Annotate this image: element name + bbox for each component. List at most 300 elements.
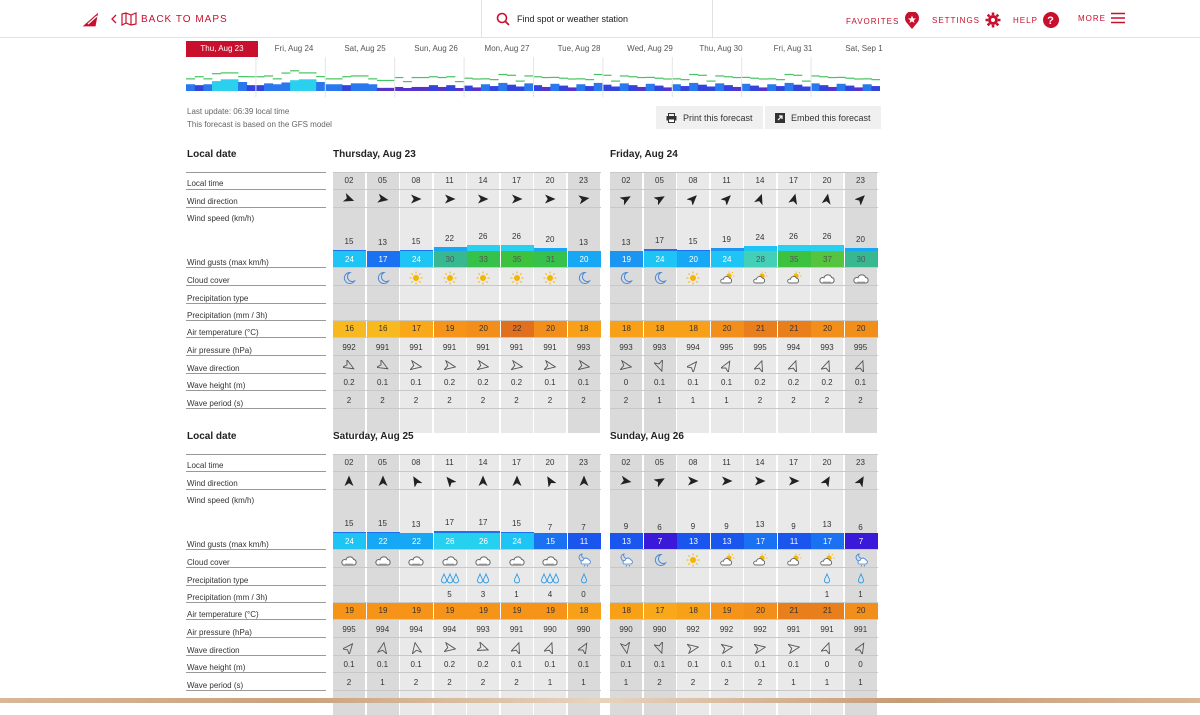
wind-gust-cell: 7 [644,533,677,550]
overview-gust-line [316,76,325,77]
overview-bar [420,87,429,91]
row-divider [186,408,326,409]
day-separator [255,57,256,97]
day-tab[interactable]: Sat, Sep 1 [845,44,883,53]
overview-gust-line [837,77,846,78]
air-pressure-cell: 991 [853,625,868,634]
wind-direction-cell [778,475,810,487]
wind-arrow-icon [754,193,766,205]
overview-gust-line [203,78,212,79]
overview-gust-line [715,75,724,76]
overview-bar [542,87,551,91]
overview-bar [316,82,325,91]
air-temperature-cell: 22 [501,321,534,337]
wave-direction-cell [610,360,642,372]
time-cell: 05 [655,176,664,185]
wave-direction-cell [845,360,877,372]
wind-gust-cell: 31 [534,251,567,268]
overview-gust-line [785,74,794,75]
cloud-cover-cell [711,271,743,285]
overview-gust-line [299,72,308,73]
embed-label: Embed this forecast [791,112,871,123]
wind-speed-value: 13 [579,238,588,247]
wind-arrow-icon [620,193,632,205]
overview-gust-line [802,81,811,82]
wave-direction-cell [568,642,600,654]
wave-arrow-icon [377,360,389,372]
overview-gust-line [750,78,759,79]
cloud-icon [442,553,458,567]
row-divider [186,619,326,620]
time-cell: 05 [655,458,664,467]
air-temperature-cell: 17 [400,321,433,337]
day-tab[interactable]: Tue, Aug 28 [557,44,601,53]
wave-direction-cell [501,642,533,654]
overview-bar [368,84,377,91]
overview-gust-line [767,78,776,79]
day-tab[interactable]: Thu, Aug 30 [699,44,743,53]
day-tab[interactable]: Sun, Aug 26 [414,44,458,53]
row-divider [186,655,326,656]
row-divider [610,672,878,673]
wave-height-cell: 0.1 [720,660,733,669]
air-temperature-cell: 18 [677,603,710,619]
partly-cloudy-icon [786,271,802,285]
wave-height-cell: 0.1 [787,660,800,669]
wind-arrow-icon [578,193,590,205]
cloud-icon [819,271,835,285]
more-button[interactable] [1078,12,1125,24]
hamburger-menu-icon [1111,12,1125,24]
cloud-cover-cell [644,271,676,285]
overview-gust-line [247,76,256,77]
overview-bar [594,83,603,91]
wave-height-cell: 0.2 [510,378,523,387]
wind-gust-cell: 24 [333,251,366,268]
overview-bar [707,87,716,92]
overview-bar [342,85,351,91]
wind-speed-value: 20 [545,235,555,244]
row-divider [333,454,601,455]
row-divider [333,602,601,603]
day-separator [325,57,326,97]
wave-direction-cell [367,360,399,372]
overview-bar [559,86,568,91]
wave-arrow-icon [754,642,766,654]
wind-speed-value: 13 [755,520,765,529]
overview-gust-line [455,81,464,82]
wind-direction-cell [467,193,499,205]
cloud-cover-cell [333,271,365,285]
wave-direction-cell [778,360,810,372]
air-temperature-cell: 20 [534,321,567,337]
wave-direction-cell [811,360,843,372]
overview-gust-line [212,73,221,74]
time-cell: 02 [344,176,354,185]
overview-gust-line [273,78,282,79]
day-tab[interactable]: Sat, Aug 25 [344,44,386,53]
time-cell: 17 [789,176,798,185]
overview-bar [290,80,299,91]
overview-bar [351,83,360,91]
overview-bar [854,87,863,91]
cloud-cover-cell [568,553,600,567]
wind-arrow-icon [855,475,867,487]
wave-period-cell: 2 [581,396,586,405]
air-temperature-cell: 18 [610,321,643,337]
wind-gust-cell: 15 [534,533,567,550]
overview-gust-line [394,77,403,78]
wave-arrow-icon [343,360,355,372]
time-cell: 20 [545,458,555,467]
air-temperature-cell: 16 [367,321,400,337]
wind-direction-cell [811,193,843,205]
cloud-icon [509,553,525,567]
overview-bar [498,83,507,91]
overview-gust-line [759,78,768,79]
embed-icon [775,113,785,123]
overview-bar [403,88,412,91]
overview-gust-line [533,76,542,77]
day-tab[interactable]: Fri, Aug 24 [274,44,314,53]
air-temperature-cell: 19 [400,603,433,619]
air-temperature-cell: 21 [778,603,811,619]
wave-arrow-icon [687,642,699,654]
wave-height-cell: 0.2 [443,378,456,387]
air-temperature-cell: 19 [711,603,744,619]
wave-height-cell: 0.2 [787,378,800,387]
night-cloud-rain-icon [576,553,592,567]
wave-height-cell: 0.1 [544,660,556,669]
overview-bar [620,83,629,91]
wind-direction-cell [811,475,843,487]
time-cell: 11 [722,176,731,185]
wave-direction-cell [644,360,676,372]
wind-arrow-icon [511,475,523,487]
wind-speed-value: 9 [791,522,796,531]
wave-arrow-icon [377,642,389,654]
overview-bar [464,86,473,91]
overview-gust-line [663,78,672,79]
air-pressure-cell: 991 [476,343,490,352]
wind-gust-cell: 30 [845,251,878,268]
air-pressure-cell: 995 [753,343,767,352]
overview-gust-line [594,74,603,75]
overview-bar [715,83,724,91]
overview-bar [186,84,195,91]
air-temperature-cell: 18 [677,321,710,337]
precipitation-cell: 5 [447,590,452,599]
row-divider [333,690,601,691]
cloud-icon [853,271,869,285]
air-temperature-cell: 19 [434,321,467,337]
cloud-cover-cell [677,271,709,285]
wave-period-cell: 1 [824,678,830,687]
rain-drop-icon [857,573,865,584]
wind-speed-value: 15 [344,237,354,246]
windfinder-logo-icon[interactable] [80,10,102,28]
time-cell: 11 [445,176,454,185]
overview-gust-line [559,78,568,79]
overview-gust-line [542,77,551,78]
air-temperature-cell: 19 [333,603,366,619]
overview-bar [360,83,369,91]
overview-bar [576,84,585,91]
wind-gust-cell: 11 [778,533,811,550]
row-label-cloud-cover: Cloud cover [187,558,230,567]
row-divider [186,390,326,391]
wind-speed-value: 15 [378,519,387,528]
wave-height-cell: 0.1 [410,660,422,669]
precipitation-cell: 3 [480,590,486,599]
cloud-cover-cell [677,553,709,567]
wave-direction-cell [467,360,499,372]
wind-direction-cell [711,193,743,205]
time-cell: 17 [512,176,521,185]
wind-arrow-icon [721,475,733,487]
row-divider [333,549,601,550]
cloud-cover-cell [400,271,432,285]
wave-height-cell: 0.1 [577,660,590,669]
favorites-button[interactable] [846,12,920,30]
time-cell: 08 [411,176,421,185]
overview-bar [238,82,247,91]
row-divider [610,655,878,656]
rain-drop-icon [440,573,460,584]
overview-gust-line [733,77,742,78]
wave-period-cell: 2 [690,678,696,687]
moon-icon [652,553,668,567]
wind-direction-cell [568,193,600,205]
wave-arrow-icon [343,642,355,654]
day-tab[interactable]: Mon, Aug 27 [484,44,530,53]
overview-gust-line [290,70,299,71]
wind-gust-cell: 13 [610,533,643,550]
wind-overview-bars [186,57,880,97]
row-divider [333,390,601,391]
wave-direction-cell [677,360,709,372]
wave-height-cell: 0.1 [754,660,766,669]
row-divider [333,672,601,673]
wind-gust-cell: 20 [677,251,710,268]
wave-arrow-icon [511,642,523,654]
day-tab[interactable]: Fri, Aug 31 [773,44,813,53]
wave-arrow-icon [687,360,699,372]
wind-speed-value: 13 [822,520,832,529]
day-overview-strip [186,41,883,97]
overview-bar [698,85,707,91]
model-text: This forecast is based on the GFS model [187,120,332,129]
overview-gust-line [368,78,377,79]
wave-height-cell: 0.1 [720,378,733,387]
wind-gust-cell: 17 [744,533,777,550]
wave-arrow-icon [578,360,590,372]
overview-bar [273,84,282,91]
cloud-cover-cell [610,271,642,285]
wave-height-cell: 0.1 [577,378,590,387]
wind-arrow-icon [377,475,389,487]
air-pressure-cell: 991 [409,343,423,352]
overview-gust-line [819,76,828,77]
wind-speed-value: 15 [512,519,521,528]
wind-speed-value: 26 [822,232,832,241]
help-label: HELP [1013,15,1038,25]
wave-arrow-icon [654,360,666,372]
overview-bar [793,85,802,91]
overview-bar [386,88,395,91]
cloud-cover-cell [811,553,843,567]
sun-icon [685,271,701,285]
time-cell: 11 [722,458,731,467]
print-forecast-button[interactable] [656,106,763,129]
precipitation-type-cell [534,573,566,584]
overview-gust-line [377,80,386,81]
overview-gust-line [403,81,412,82]
wave-arrow-icon [544,642,556,654]
overview-bar [568,87,577,91]
wave-period-cell: 2 [858,396,863,405]
wind-speed-value: 19 [722,235,731,244]
wind-gust-cell: 24 [501,533,534,550]
wave-arrow-icon [855,642,867,654]
overview-gust-line [351,75,360,76]
embed-forecast-button[interactable] [765,106,881,129]
cloud-icon [408,553,424,567]
day-tab[interactable]: Wed, Aug 29 [627,44,673,53]
wave-direction-cell [711,642,743,654]
wave-period-cell: 2 [623,396,629,405]
row-divider [610,454,878,455]
overview-bar [203,84,212,91]
wind-arrow-icon [511,193,523,205]
cloud-cover-cell [778,271,810,285]
help-button[interactable] [1013,12,1059,28]
row-divider [610,602,878,603]
wind-arrow-icon [444,475,456,487]
air-pressure-cell: 994 [686,343,700,352]
overview-bar [264,83,273,91]
settings-button[interactable] [932,12,1001,28]
row-divider [186,303,326,304]
printer-icon [666,113,677,123]
overview-gust-line [429,76,438,77]
wind-speed-value: 9 [724,522,729,531]
wind-speed-value: 7 [547,523,553,532]
overview-bar [733,87,742,91]
wind-arrow-icon [788,475,800,487]
wave-direction-cell [711,360,743,372]
wind-speed-value: 13 [378,238,387,247]
cloud-cover-cell [845,271,877,285]
row-divider [186,549,326,550]
overview-bar [845,86,854,91]
wind-gust-cell: 17 [811,533,844,550]
time-cell: 08 [688,176,698,185]
time-cell: 08 [688,458,698,467]
air-pressure-cell: 995 [342,625,356,634]
wind-direction-cell [333,475,365,487]
wave-period-cell: 2 [757,678,763,687]
overview-bar [325,84,334,91]
moon-icon [341,271,357,285]
wind-direction-cell [434,475,466,487]
wind-speed-value: 13 [411,520,421,529]
day-tab[interactable]: Thu, Aug 23 [186,41,258,57]
overview-bar [585,86,594,91]
row-divider [610,471,878,472]
wave-period-cell: 1 [724,396,729,405]
wind-direction-cell [333,193,365,205]
wind-arrow-icon [821,193,833,205]
wind-direction-cell [845,475,877,487]
wave-period-cell: 1 [623,678,629,687]
cloud-cover-cell [568,271,600,285]
wind-direction-cell [644,193,676,205]
wind-direction-cell [367,193,399,205]
search-input[interactable] [517,14,687,24]
wave-height-cell: 0.2 [443,660,456,669]
sun-icon [408,271,424,285]
wind-arrow-icon [721,193,733,205]
wave-height-cell: 0.1 [653,378,666,387]
gear-icon [985,12,1001,28]
wave-period-cell: 2 [514,396,519,405]
search-box[interactable] [481,0,713,38]
wind-direction-cell [644,475,676,487]
air-pressure-cell: 991 [442,343,457,352]
cloud-icon [542,553,558,567]
settings-label: SETTINGS [932,15,981,25]
wind-direction-cell [711,475,743,487]
wind-speed-value: 26 [789,232,798,241]
precipitation-cell: 1 [514,590,519,599]
overview-bar [741,84,750,91]
wave-height-cell: 0 [824,660,830,669]
day-title: Saturday, Aug 25 [333,431,414,442]
row-divider [610,285,878,286]
wave-direction-cell [744,642,776,654]
overview-bar [750,86,759,91]
air-temperature-cell: 20 [845,603,878,619]
row-divider [333,189,601,190]
wind-speed-value: 17 [655,236,664,245]
night-cloud-rain-icon [618,553,634,567]
overview-gust-line [255,76,264,77]
back-to-maps-button[interactable] [111,12,228,26]
cloud-cover-cell [845,553,877,567]
wind-arrow-icon [377,193,389,205]
overview-gust-line [281,72,290,73]
wave-arrow-icon [654,642,666,654]
air-temperature-cell: 17 [644,603,677,619]
overview-bar [785,83,794,91]
time-cell: 14 [478,458,488,467]
row-label-precip-type: Precipitation type [187,294,249,303]
cloud-cover-cell [501,553,533,567]
overview-gust-line [481,78,490,79]
wind-speed-value: 26 [478,232,488,241]
overview-bar [333,84,342,91]
overview-gust-line [342,76,351,77]
wind-direction-cell [501,475,533,487]
air-pressure-cell: 990 [652,625,667,634]
time-cell: 05 [378,458,387,467]
wave-period-cell: 2 [480,396,486,405]
cloud-cover-cell [778,553,810,567]
overview-bar [281,82,290,91]
overview-gust-line [689,74,698,75]
wind-gust-cell: 24 [711,251,744,268]
